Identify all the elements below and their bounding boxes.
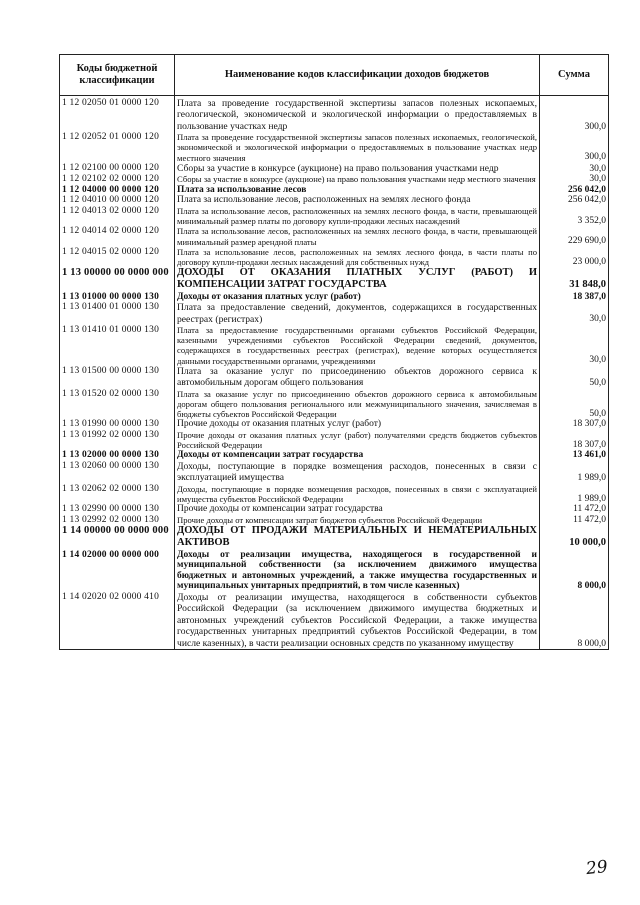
- row-sum: 3 352,0: [540, 206, 609, 226]
- row-name: ДОХОДЫ ОТ ОКАЗАНИЯ ПЛАТНЫХ УСЛУГ (РАБОТ) И КОМПЕНСАЦИИ ЗАТРАТ ГОСУДАРСТВА: [175, 267, 540, 291]
- table-row: [60, 247, 609, 267]
- row-sum: 30,0: [540, 163, 609, 174]
- header-sum: Сумма: [540, 55, 609, 96]
- row-code: 1 13 01992 02 0000 130: [60, 430, 175, 450]
- row-code: 1 13 01400 01 0000 130: [60, 302, 175, 325]
- row-name: Плата за предоставление сведений, документов, содержащихся в государственных реестрах (регистрах): [175, 302, 540, 325]
- table-row: [60, 419, 609, 430]
- row-name: Доходы, поступающие в порядке возмещения расходов, понесенных в связи с эксплуатацией имущества: [175, 461, 540, 484]
- table-row: [60, 96, 609, 133]
- row-name: Доходы от реализации имущества, находящегося в государственной и муниципальной собственности (за исключением движимого имущества бюджетных и автономных учреждений, а также имущества государственных и муниципальных унитарных предприятий, в том числе казенных): [175, 550, 540, 592]
- row-code: 1 13 00000 00 0000 000: [60, 267, 175, 291]
- table-row: [60, 366, 609, 389]
- row-sum: 31 848,0: [540, 267, 609, 291]
- row-sum: 256 042,0: [540, 185, 609, 196]
- row-name: Сборы за участие в конкурсе (аукционе) на право пользования участками недр: [175, 163, 540, 174]
- table-row: [60, 389, 609, 420]
- row-code: 1 13 01000 00 0000 130: [60, 292, 175, 303]
- row-code: 1 12 02050 01 0000 120: [60, 96, 175, 133]
- row-sum: 13 461,0: [540, 450, 609, 461]
- row-code: 1 14 02000 00 0000 000: [60, 550, 175, 592]
- table-row: [60, 550, 609, 592]
- table-row: [60, 484, 609, 504]
- row-sum: 8 000,0: [540, 550, 609, 592]
- table-row: [60, 163, 609, 174]
- row-name: Плата за использование лесов, расположенных на землях лесного фонда, в части, превышающей минимальный размер арендной платы: [175, 226, 540, 246]
- row-name: Плата за предоставление государственными органами субъектов Российской Федерации, казенными учреждениями субъектов Российской Федерации сведений, документов, содержащихся в государственных реестрах (регистрах), ведение которых осуществляется данными государственными органами, учреждениями: [175, 325, 540, 366]
- row-name: Прочие доходы от компенсации затрат бюджетов субъектов Российской Федерации: [175, 515, 540, 526]
- row-code: 1 12 04014 02 0000 120: [60, 226, 175, 246]
- row-sum: 11 472,0: [540, 515, 609, 526]
- row-sum: 229 690,0: [540, 226, 609, 246]
- row-name: Сборы за участие в конкурсе (аукционе) на право пользования участками недр местного значения: [175, 174, 540, 185]
- row-name: Плата за оказание услуг по присоединению объектов дорожного сервиса к автомобильным дорогам общего пользования: [175, 366, 540, 389]
- row-code: 1 12 02102 02 0000 120: [60, 174, 175, 185]
- row-sum: 18 307,0: [540, 419, 609, 430]
- table-row: [60, 132, 609, 163]
- row-sum: 1 989,0: [540, 484, 609, 504]
- row-sum: 30,0: [540, 325, 609, 366]
- table-row: [60, 206, 609, 226]
- table-row: [60, 174, 609, 185]
- row-name: Прочие доходы от оказания платных услуг (работ) получателями средств бюджетов субъектов Российской Федерации: [175, 430, 540, 450]
- table-row: [60, 292, 609, 303]
- row-name: Прочие доходы от оказания платных услуг (работ): [175, 419, 540, 430]
- row-code: 1 12 02100 00 0000 120: [60, 163, 175, 174]
- header-name: Наименование кодов классификации доходов бюджетов: [175, 55, 540, 96]
- row-sum: 23 000,0: [540, 247, 609, 267]
- row-code: 1 12 04000 00 0000 120: [60, 185, 175, 196]
- row-sum: 1 989,0: [540, 461, 609, 484]
- row-sum: 50,0: [540, 389, 609, 420]
- row-name: Доходы от оказания платных услуг (работ): [175, 292, 540, 303]
- row-code: 1 13 01990 00 0000 130: [60, 419, 175, 430]
- row-sum: 300,0: [540, 96, 609, 133]
- row-sum: 18 387,0: [540, 292, 609, 303]
- row-code: 1 12 02052 01 0000 120: [60, 132, 175, 163]
- row-name: Доходы, поступающие в порядке возмещения расходов, понесенных в связи с эксплуатацией имущества субъектов Российской Федерации: [175, 484, 540, 504]
- row-code: 1 12 04010 00 0000 120: [60, 195, 175, 206]
- table-body: [60, 96, 609, 650]
- row-name: Плата за использование лесов, расположенных на землях лесного фонда, в части, превышающей минимальный размер платы по договору купли-продажи лесных насаждений: [175, 206, 540, 226]
- table-row: [60, 195, 609, 206]
- row-sum: 50,0: [540, 366, 609, 389]
- row-code: 1 13 02060 00 0000 130: [60, 461, 175, 484]
- header-code: Коды бюджетной классификации: [60, 55, 175, 96]
- row-code: 1 12 04015 02 0000 120: [60, 247, 175, 267]
- row-code: 1 14 00000 00 0000 000: [60, 525, 175, 549]
- row-name: Доходы от компенсации затрат государства: [175, 450, 540, 461]
- row-sum: 30,0: [540, 174, 609, 185]
- row-code: 1 12 04013 02 0000 120: [60, 206, 175, 226]
- table-row: [60, 325, 609, 366]
- row-code: 1 13 02990 00 0000 130: [60, 504, 175, 515]
- row-sum: 18 307,0: [540, 430, 609, 450]
- page-number: 29: [585, 856, 609, 880]
- row-sum: 11 472,0: [540, 504, 609, 515]
- row-name: Доходы от реализации имущества, находящегося в собственности субъектов Российской Федерации (за исключением движимого имущества бюджетных и автономных учреждений субъектов Российской Федерации, а также имущества государственных унитарных предприятий субъектов Российской Федерации, в том числе казенных), в части реализации основных средств по указанному имуществу: [175, 592, 540, 650]
- budget-table: [59, 54, 609, 650]
- row-sum: 256 042,0: [540, 195, 609, 206]
- table-row: [60, 267, 609, 291]
- row-sum: 10 000,0: [540, 525, 609, 549]
- table-row: [60, 592, 609, 650]
- table-header-row: [60, 55, 609, 96]
- table-row: [60, 430, 609, 450]
- row-name: Прочие доходы от компенсации затрат государства: [175, 504, 540, 515]
- row-name: Плата за проведение государственной экспертизы запасов полезных ископаемых, геологической, экономической и экологической информации о предоставляемых в пользование участках недр: [175, 96, 540, 133]
- row-sum: 30,0: [540, 302, 609, 325]
- row-code: 1 13 01500 00 0000 130: [60, 366, 175, 389]
- row-code: 1 13 02992 02 0000 130: [60, 515, 175, 526]
- row-sum: 8 000,0: [540, 592, 609, 650]
- table-row: [60, 461, 609, 484]
- table-row: [60, 515, 609, 526]
- table-row: [60, 525, 609, 549]
- table-row: [60, 302, 609, 325]
- row-sum: 300,0: [540, 132, 609, 163]
- table-row: [60, 226, 609, 246]
- row-name: Плата за оказание услуг по присоединению объектов дорожного сервиса к автомобильным дорогам общего пользования регионального или межмуниципального значения, зачисляемая в бюджеты субъектов Российской Федерации: [175, 389, 540, 420]
- row-code: 1 14 02020 02 0000 410: [60, 592, 175, 650]
- row-code: 1 13 01520 02 0000 130: [60, 389, 175, 420]
- row-name: Плата за использование лесов, расположенных на землях лесного фонда, в части платы по договору купли-продажи лесных насаждений для собственных нужд: [175, 247, 540, 267]
- table-row: [60, 450, 609, 461]
- row-name: Плата за использование лесов: [175, 185, 540, 196]
- row-code: 1 13 02000 00 0000 130: [60, 450, 175, 461]
- row-name: Плата за использование лесов, расположенных на землях лесного фонда: [175, 195, 540, 206]
- row-name: ДОХОДЫ ОТ ПРОДАЖИ МАТЕРИАЛЬНЫХ И НЕМАТЕРИАЛЬНЫХ АКТИВОВ: [175, 525, 540, 549]
- table-row: [60, 185, 609, 196]
- row-code: 1 13 01410 01 0000 130: [60, 325, 175, 366]
- table-row: [60, 504, 609, 515]
- row-code: 1 13 02062 02 0000 130: [60, 484, 175, 504]
- row-name: Плата за проведение государственной экспертизы запасов полезных ископаемых, геологической, экономической и экологической информации о предоставляемых в пользование участках недр местного значения: [175, 132, 540, 163]
